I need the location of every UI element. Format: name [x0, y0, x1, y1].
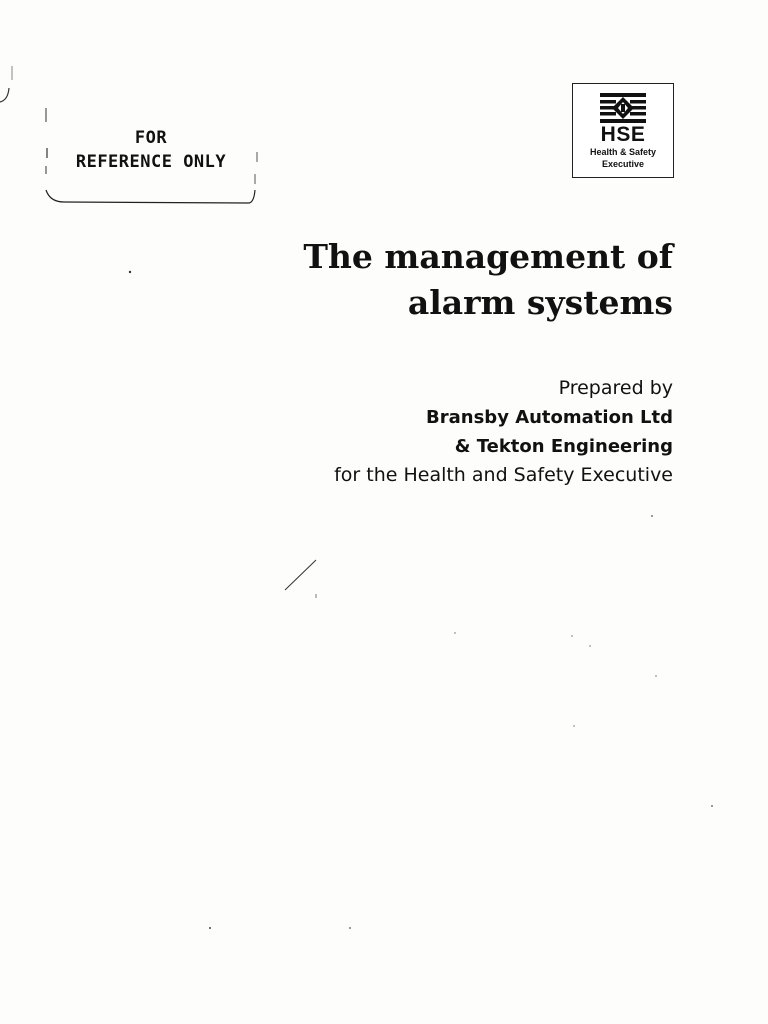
prepared-by-label: Prepared by — [558, 377, 673, 399]
stamp-text-reference-only: REFERENCE ONLY — [75, 152, 227, 172]
hse-logo — [572, 83, 674, 178]
organisation-bransby: Bransby Automation Ltd — [426, 407, 673, 428]
for-hse-line: for the Health and Safety Executive — [334, 464, 673, 486]
hse-name-line2: Executive — [601, 159, 645, 169]
credits-block — [253, 374, 673, 490]
reference-stamp — [44, 104, 258, 204]
hse-emblem-icon — [598, 91, 648, 127]
title-line1: The management of — [303, 237, 673, 276]
hse-name-line1: Health & Safety — [589, 147, 657, 157]
organisation-tekton: & Tekton Engineering — [454, 436, 673, 457]
title-line2: alarm systems — [407, 283, 673, 322]
document-title — [253, 234, 673, 326]
stamp-text-for: FOR — [134, 128, 168, 148]
hse-abbreviation: HSE — [600, 123, 646, 146]
